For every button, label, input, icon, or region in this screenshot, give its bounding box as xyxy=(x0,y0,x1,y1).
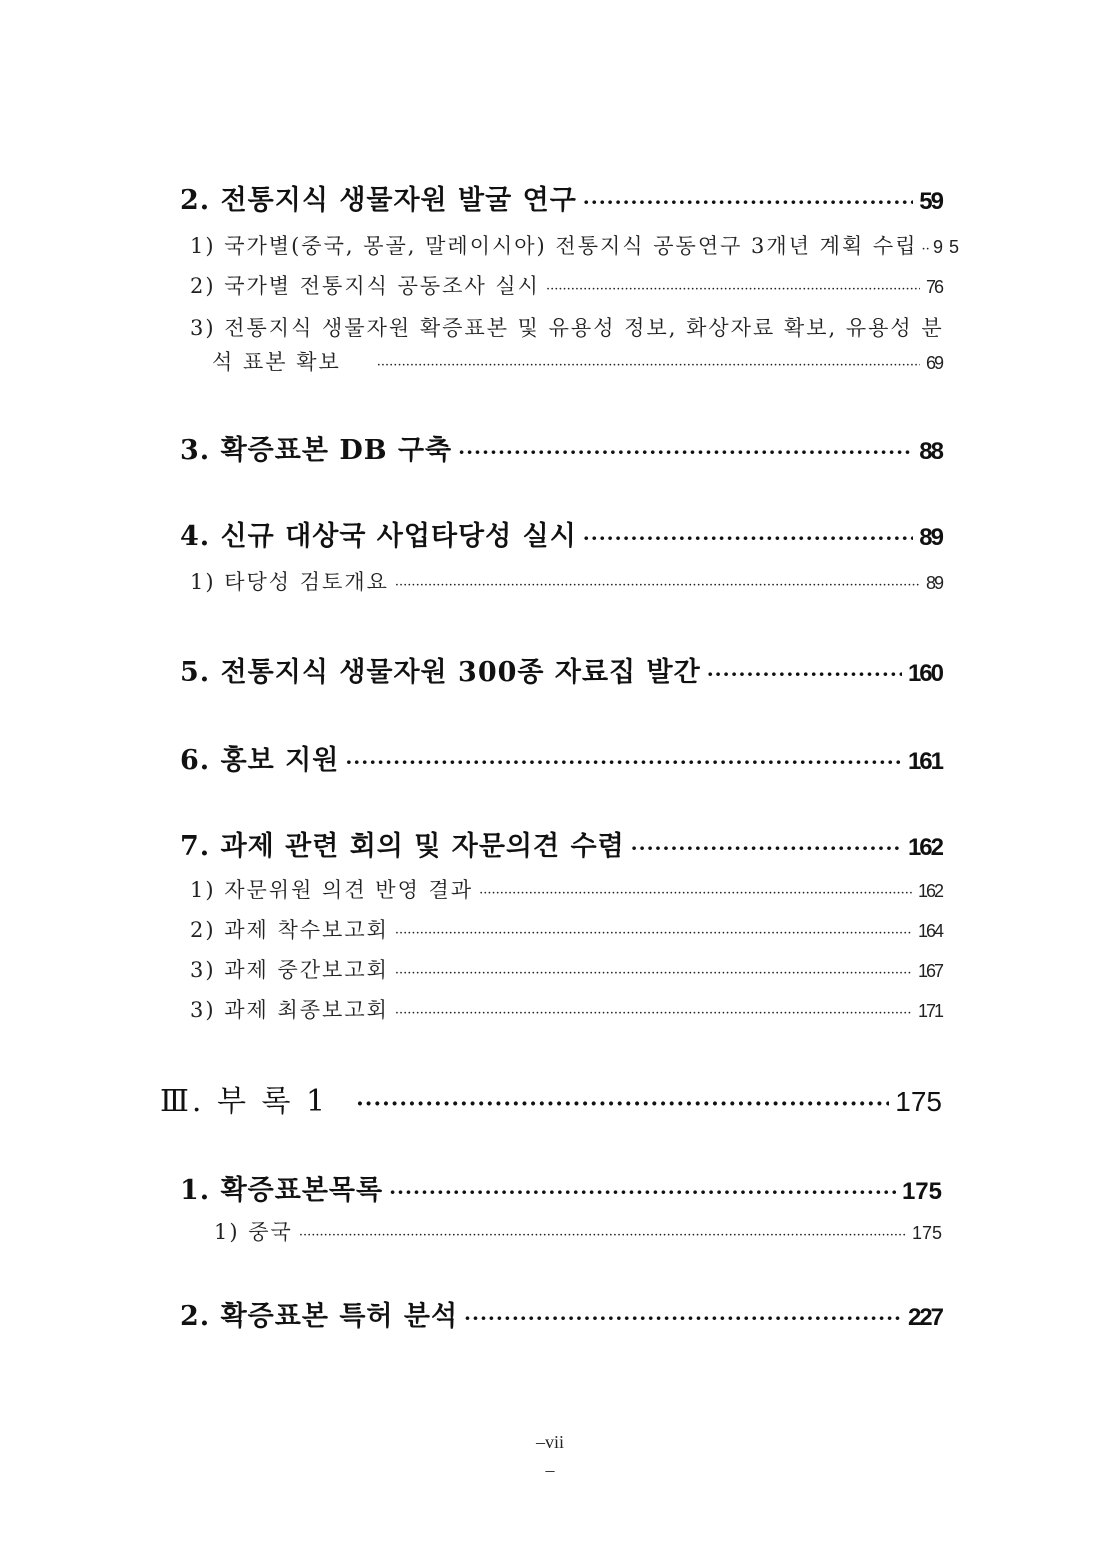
toc-subentry-label: 2) 국가별 전통지식 공동조사 실시 xyxy=(190,274,540,298)
footer-dash: – xyxy=(545,1460,555,1480)
dot-leader xyxy=(389,1180,896,1204)
toc-subentry-page: 171 xyxy=(917,1001,942,1021)
toc-subentry-page: 167 xyxy=(917,961,942,981)
toc-subentry[interactable] xyxy=(190,914,942,944)
toc-entry[interactable] xyxy=(180,1168,942,1207)
toc-subentry[interactable] xyxy=(190,874,942,904)
toc-entry[interactable] xyxy=(180,1294,942,1333)
toc-subentry-page: 164 xyxy=(917,921,942,941)
toc-subentry-label: 1) 국가별(중국, 몽골, 말레이시아) 전통지식 공동연구 3개년 계획 수립 xyxy=(190,234,918,258)
footer-dash: – xyxy=(535,1432,545,1452)
dot-leader xyxy=(479,886,912,901)
toc-subentry[interactable] xyxy=(214,1216,942,1246)
toc-subentry-label: 1) 중국 xyxy=(214,1220,293,1244)
toc-entry[interactable] xyxy=(180,514,942,553)
toc-subentry[interactable] xyxy=(190,270,942,300)
dot-leader xyxy=(631,836,902,860)
dot-leader xyxy=(922,242,929,257)
dot-leader xyxy=(583,190,914,214)
toc-subentry-label: 3) 과제 최종보고회 xyxy=(190,998,389,1022)
page-number: vii xyxy=(544,1432,564,1452)
toc-subentry-page: 95 xyxy=(932,237,965,257)
toc-subentry-label-cont: 석 표본 확보 xyxy=(212,350,341,374)
toc-subentry-page: 175 xyxy=(911,1223,942,1243)
dot-leader xyxy=(707,662,902,686)
toc-entry-page: 88 xyxy=(919,438,942,465)
toc-entry-page: 160 xyxy=(907,660,942,687)
toc-subentry-page: 162 xyxy=(917,881,942,901)
dot-leader xyxy=(546,282,920,297)
toc-entry-page: 161 xyxy=(907,748,942,775)
toc-entry[interactable] xyxy=(180,650,942,689)
toc-entry[interactable] xyxy=(180,824,942,863)
toc-entry[interactable] xyxy=(180,178,942,217)
toc-subentry-label: 3) 과제 중간보고회 xyxy=(190,958,389,982)
toc-entry-label: 2. 전통지식 생물자원 발굴 연구 xyxy=(180,185,577,216)
dot-leader xyxy=(395,966,912,981)
toc-entry-label: 6. 홍보 지원 xyxy=(180,745,340,776)
dot-leader xyxy=(395,1006,912,1021)
dot-leader xyxy=(464,1306,902,1330)
toc-subentry-page: 69 xyxy=(925,353,942,373)
toc-part[interactable] xyxy=(160,1076,942,1120)
toc-entry-page: 227 xyxy=(907,1304,942,1331)
toc-subentry[interactable] xyxy=(190,230,965,260)
toc-entry-label: 2. 확증표본 특허 분석 xyxy=(180,1301,459,1332)
dot-leader xyxy=(356,1091,889,1117)
toc-subentry-label: 1) 타당성 검토개요 xyxy=(190,570,389,594)
toc-entry-page: 175 xyxy=(901,1178,942,1205)
toc-subentry-label: 3) 전통지식 생물자원 확증표본 및 유용성 정보, 화상자료 확보, 유용성 분 xyxy=(190,316,944,340)
toc-entry-page: 59 xyxy=(919,188,942,215)
dot-leader xyxy=(458,440,913,464)
toc-entry-page: 89 xyxy=(919,524,942,551)
toc-subentry[interactable] xyxy=(190,994,942,1024)
toc-entry[interactable] xyxy=(180,428,942,467)
toc-subentry-page: 89 xyxy=(925,573,942,593)
toc-subentry-page: 76 xyxy=(925,277,942,297)
toc-subentry-label: 1) 자문위원 의견 반영 결과 xyxy=(190,878,474,902)
toc-subentry[interactable] xyxy=(190,954,942,984)
toc-part-page: 175 xyxy=(895,1086,942,1117)
dot-leader xyxy=(395,578,920,593)
toc-subentry[interactable] xyxy=(190,566,942,596)
toc-entry-label: 7. 과제 관련 회의 및 자문의견 수렴 xyxy=(180,831,625,862)
dot-leader xyxy=(377,358,920,373)
toc-subentry-label: 2) 과제 착수보고회 xyxy=(190,918,389,942)
dot-leader xyxy=(299,1228,906,1243)
dot-leader xyxy=(395,926,912,941)
toc-entry[interactable] xyxy=(180,738,942,777)
footer-dash-line xyxy=(0,1460,1100,1481)
dot-leader xyxy=(345,750,902,774)
toc-entry-label: 4. 신규 대상국 사업타당성 실시 xyxy=(180,521,577,552)
toc-subentry[interactable] xyxy=(212,346,942,376)
toc-entry-label: 5. 전통지식 생물자원 300종 자료집 발간 xyxy=(180,657,701,688)
page-number-footer xyxy=(0,1432,1100,1453)
toc-entry-page: 162 xyxy=(907,834,942,861)
dot-leader xyxy=(583,526,914,550)
toc-entry-label: 3. 확증표본 DB 구축 xyxy=(180,435,453,466)
toc-entry-label: 1. 확증표본목록 xyxy=(180,1175,384,1206)
toc-part-label: Ⅲ. 부 록 1 xyxy=(160,1084,329,1119)
